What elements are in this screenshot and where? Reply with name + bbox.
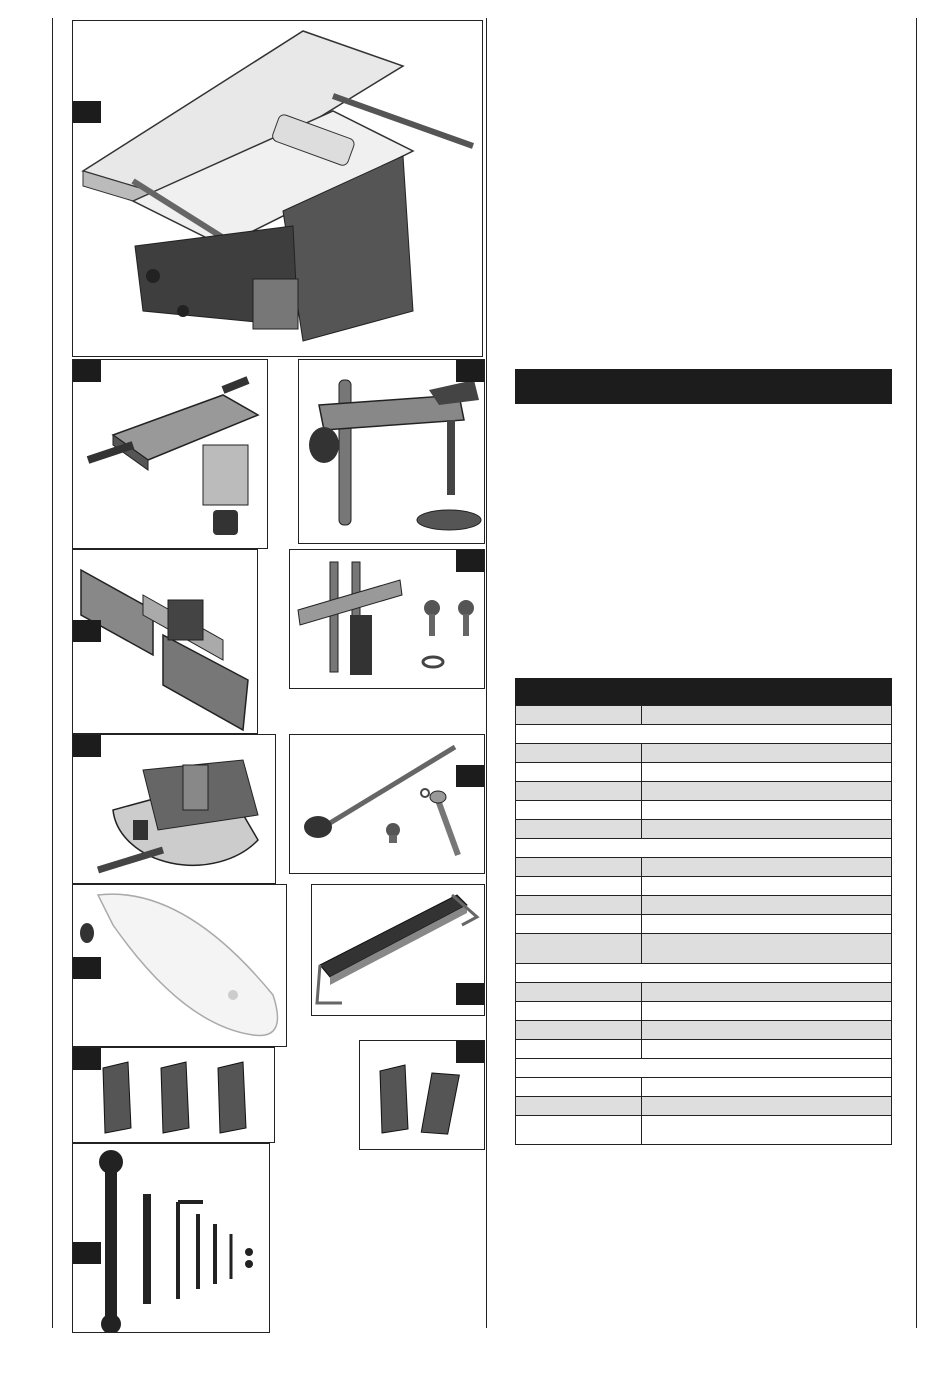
hold-down-clamp-icon: [299, 360, 485, 544]
collets-icon: [73, 1048, 275, 1143]
table-group-row: [516, 964, 891, 983]
table-header-bar: [515, 678, 892, 705]
figure-tag: [73, 620, 101, 642]
figure-saw-table: [72, 20, 483, 357]
table-row: [516, 1002, 891, 1021]
table-row: [516, 915, 891, 934]
table-row: [516, 1097, 891, 1116]
figure-collets-three: [72, 1047, 275, 1143]
table-row: [516, 896, 891, 915]
wrench-hex-key-icon: [73, 1144, 270, 1333]
figure-blade-guard: [72, 884, 287, 1047]
table-row: [516, 744, 891, 763]
table-group-row: [516, 1059, 891, 1078]
blade-guard-icon: [73, 885, 287, 1047]
table-row: [516, 706, 891, 725]
sliding-carriage-icon: [73, 360, 268, 549]
spec-table: [515, 705, 892, 1145]
figure-table-extension: [311, 884, 485, 1016]
table-row: [516, 983, 891, 1002]
table-group-row: [516, 725, 891, 744]
table-group-row: [516, 839, 891, 858]
figure-guide-attachment: [289, 549, 485, 689]
figure-tag: [456, 983, 484, 1005]
mitre-gauge-icon: [73, 735, 276, 884]
table-row: [516, 763, 891, 782]
figure-rip-fence: [72, 549, 258, 734]
figure-tag: [73, 1048, 101, 1070]
table-row: [516, 820, 891, 839]
table-row: [516, 1078, 891, 1097]
table-row: [516, 877, 891, 896]
left-margin-line: [52, 18, 53, 1328]
table-row: [516, 1021, 891, 1040]
table-saw-assembly-icon: [73, 21, 483, 357]
figure-sliding-carriage: [72, 359, 268, 549]
rip-fence-icon: [73, 550, 258, 734]
table-row: [516, 782, 891, 801]
figure-extension-rod: [289, 734, 485, 874]
figure-tag: [73, 360, 101, 382]
section-header-bar: [515, 369, 892, 404]
table-row: [516, 858, 891, 877]
extension-rod-icon: [290, 735, 485, 874]
figure-hold-down-clamp: [298, 359, 485, 544]
figure-tag: [73, 957, 101, 979]
table-row: [516, 1040, 891, 1059]
figure-collets-two: [359, 1040, 485, 1150]
figure-tag: [456, 1041, 484, 1063]
table-row: [516, 934, 891, 964]
table-row: [516, 801, 891, 820]
figure-tag: [73, 1242, 101, 1264]
figure-tag: [456, 360, 484, 382]
figure-tag: [73, 101, 101, 123]
right-margin-line: [916, 18, 917, 1328]
column-divider-line: [486, 18, 487, 1328]
figure-tool-set: [72, 1143, 270, 1333]
figure-tag: [456, 550, 484, 572]
figure-tag: [73, 735, 101, 757]
table-row: [516, 1116, 891, 1144]
figure-mitre-gauge: [72, 734, 276, 884]
figure-tag: [456, 765, 484, 787]
